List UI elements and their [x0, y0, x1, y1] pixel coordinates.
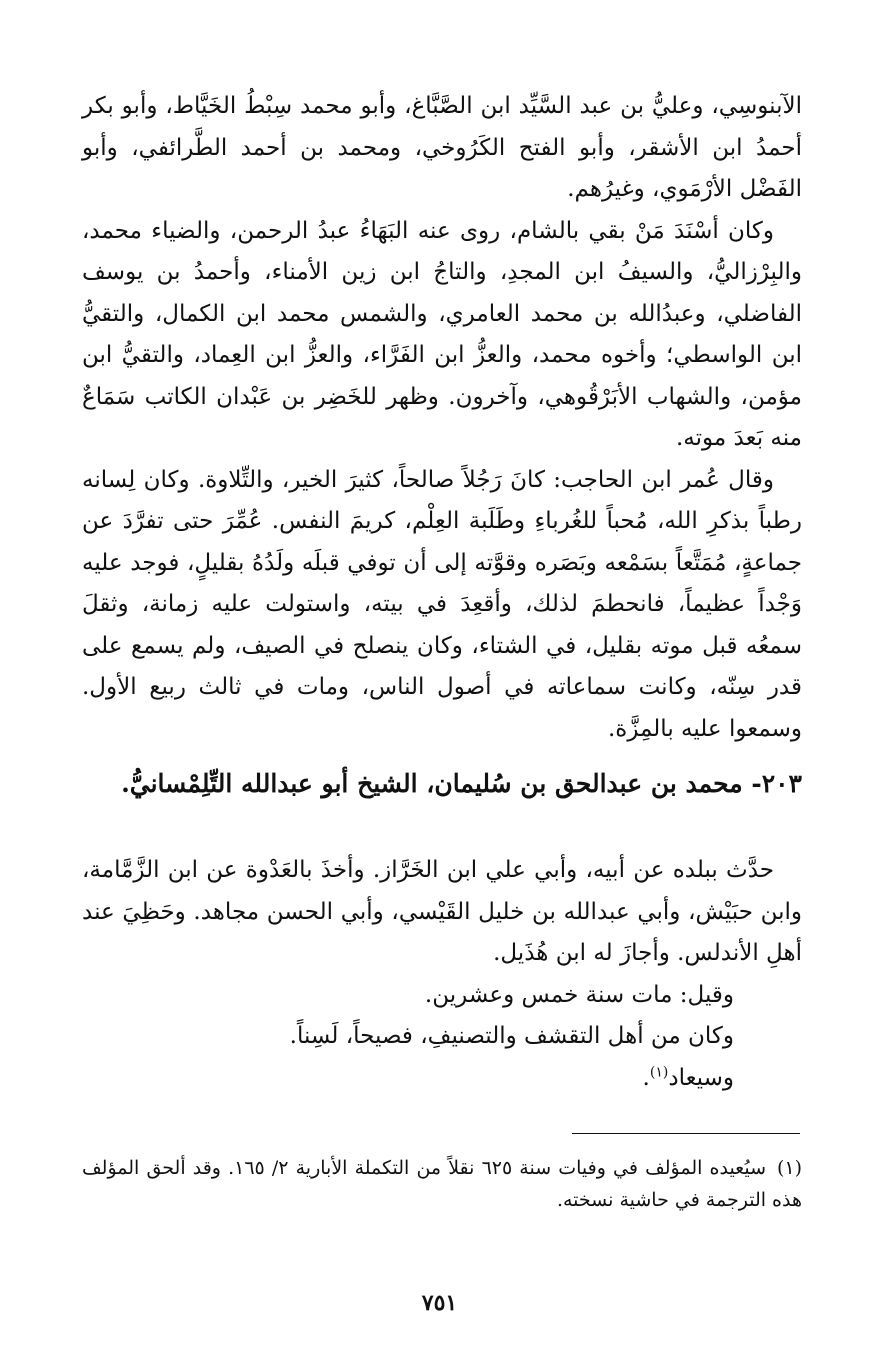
footnote-text: سيُعيده المؤلف في وفيات سنة ٦٢٥ نقلاً من التكملة الأبارية ٢/ ١٦٥. وقد ألحق المؤلف هذه الترجمة في حاشية نسخته.: [82, 1157, 802, 1211]
entry-repeat-text: وسيعاد: [668, 1064, 734, 1091]
entry-paragraph: حدَّث ببلده عن أبيه، وأبي علي ابن الخَرَّاز. وأخذَ بالعَدْوة عن ابن الزَّمَّامة، وابن حبَيْش، وأبي عبدالله بن خليل القَيْسي، وأبي الحسن مجاهد. وحَظِيَ عند أهلِ الأندلس. وأجازَ له ابن هُذَيل.: [82, 857, 802, 966]
biography-continuation: [82, 86, 802, 750]
entry-repeat-line: [82, 1058, 802, 1100]
entry-repeat-end: .: [642, 1064, 650, 1091]
entry-heading: ٢٠٣- محمد بن عبدالحق بن سُليمان، الشيخ أبو عبدالله التِّلِمْسانيُّ.: [121, 769, 802, 798]
footnote-separator: [572, 1133, 800, 1134]
entry-death-line: وقيل: مات سنة خمس وعشرين.: [424, 981, 734, 1008]
paragraph-students: وكان أسْنَدَ مَنْ بقي بالشام، روى عنه البَهَاءُ عبدُ الرحمن، والضياء محمد، والبِرْزاليُّ، والسيفُ ابن المجدِ، والتاجُ ابن زين الأمناء، وأحمدُ بن يوسف الفاضلي، وعبدُالله بن محمد العامري، والشمس محمد ابن الكمال، والتقيُّ ابن الواسطي؛ وأخوه محمد، والعزُّ ابن الفَرَّاء، والعزُّ ابن العِماد، والتقيُّ ابن مؤمن، والشهاب الأبَرْقُوهي، وآخرون. وظهر للخَضِر بن عَبْدان الكاتب سَمَاعٌ منه بَعدَ موته.: [82, 217, 802, 451]
entry-description-line: وكان من أهل التقشف والتصنيفِ، فصيحاً، لَسِناً.: [289, 1023, 734, 1049]
paragraph-ibn-hajib-quote: وقال عُمر ابن الحاجب: كانَ رَجُلاً صالحاً، كثيرَ الخير، والتِّلاوة. وكان لِسانه رطباً بذكرِ الله، مُحباً للغُرباءِ وطَلَبة العِلْم، كريمَ النفس. عُمِّرَ حتى تفرَّدَ عن جماعةٍ، مُمَتَّعاً بسَمْعه وبَصَره وقوَّته إلى أن توفي قبلَه ولَدُهُ بقليلٍ، فوجد عليه وَجْداً عظيماً، فانحطمَ لذلك، وأقعِدَ في بيته، واستولت عليه زمانة، وثقلَ سمعُه قبل موته بقليل، في الشتاء، وكان ينصلح في الصيف، ولم يسمع على قدر سِنّه، وكانت سماعاته في أصول الناس، ومات في ثالث ربيع الأول. وسمعوا عليه بالمِزَّة.: [82, 466, 802, 742]
page-number: ٧٥١: [421, 1290, 458, 1316]
footnote-number: (١): [776, 1157, 802, 1179]
entry-body: [82, 850, 802, 1099]
footnote-reference[interactable]: (١): [649, 1063, 669, 1080]
paragraph-teachers: الآبنوسِي، وعليُّ بن عبد السَّيِّد ابن الصَّبَّاغ، وأبو محمد سِبْطُ الخَيَّاط، وأبو بكر أحمدُ ابن الأشقر، وأبو الفتح الكَرُوخي، ومحمد بن أحمد الطَّرائفي، وأبو الفَضْل الأرْمَوي، وغيرُهم.: [82, 93, 802, 202]
footnote: [82, 1152, 802, 1216]
